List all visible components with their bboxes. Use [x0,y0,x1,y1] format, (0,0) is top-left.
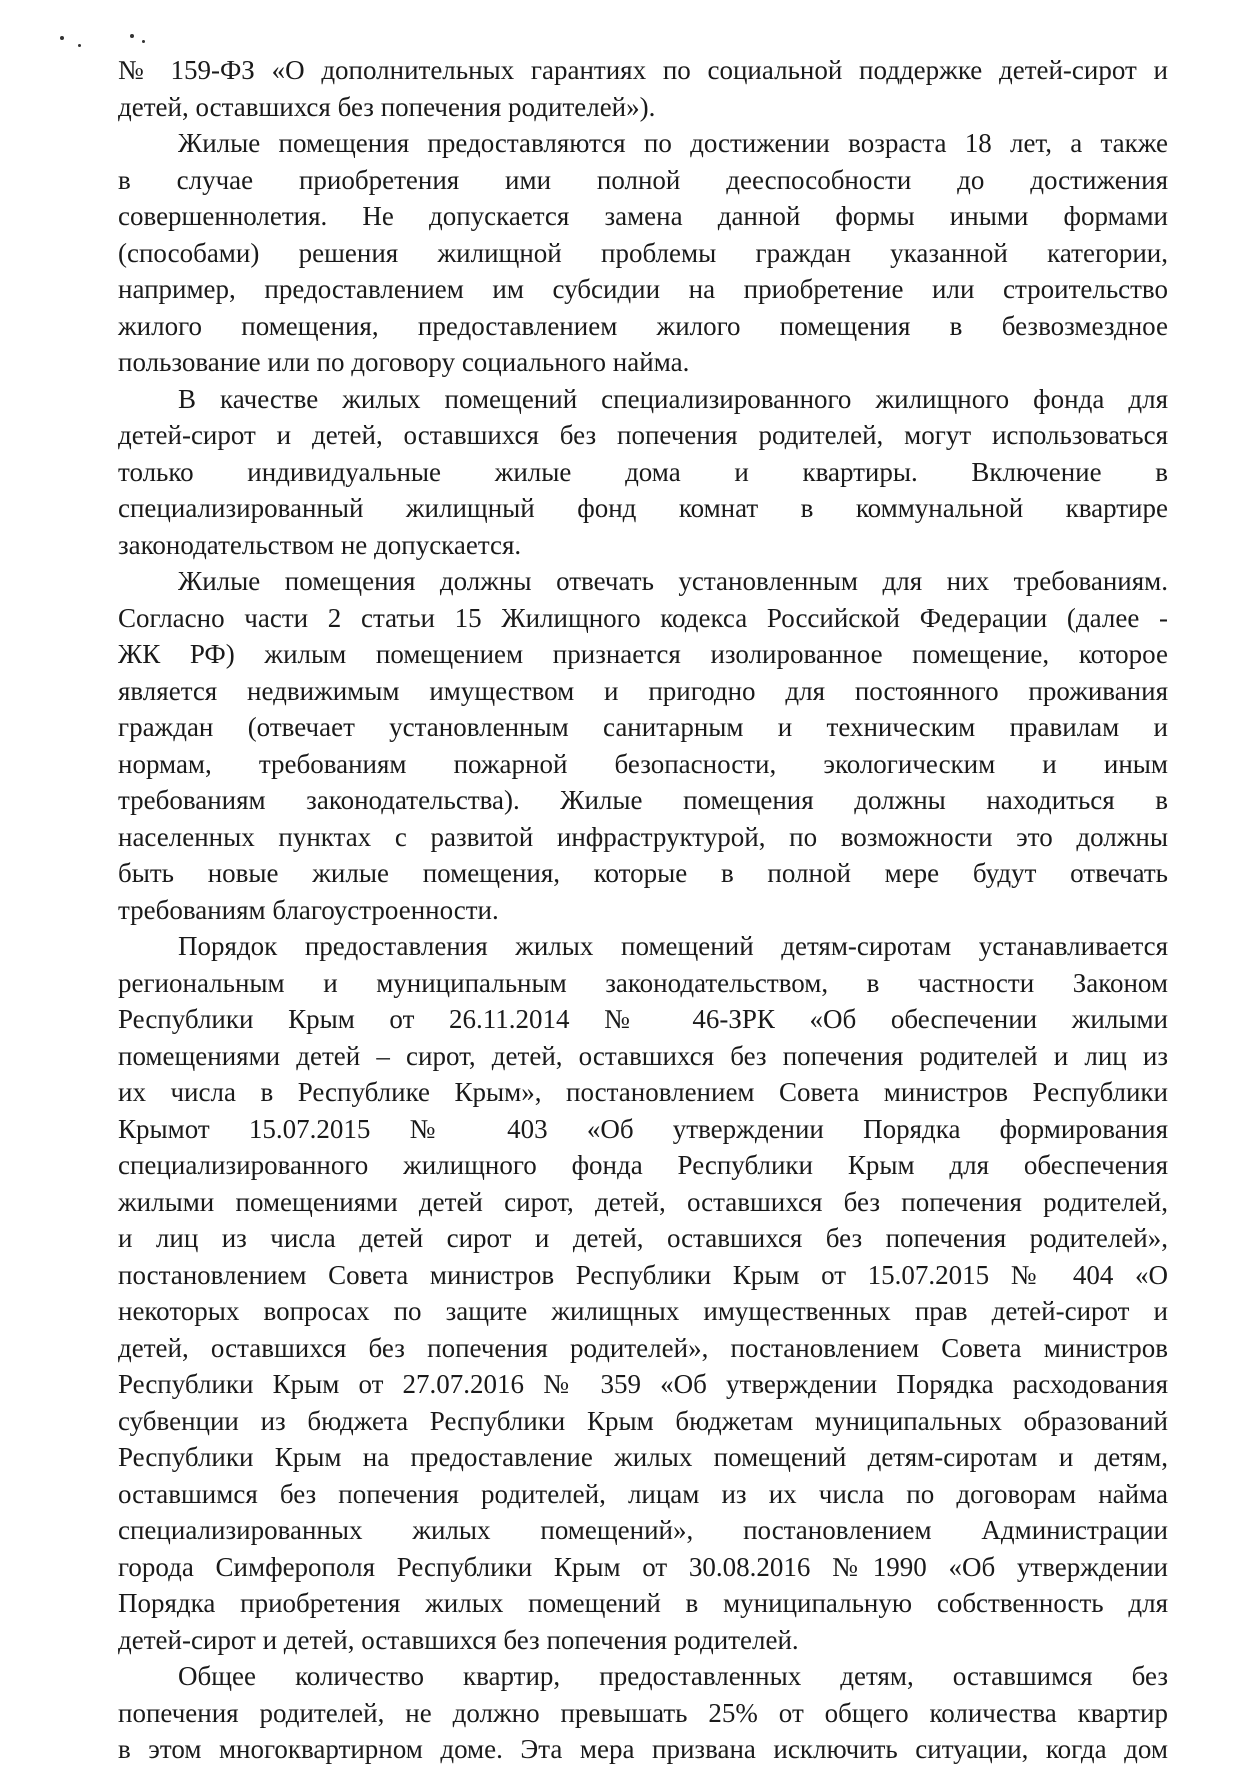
text-line: законодательством не допускается. [118,529,522,560]
text-line: быть новые жилые помещения, которые в полной мере будут отвечать [118,858,1168,888]
text-line: специализированного жилищного фонда Республики Крым для обеспечения [118,1150,1168,1180]
text-line: специализированный жилищный фонд комнат в коммунальной квартире [118,493,1168,523]
text-line: Республики Крым от 27.07.2016 № 359 «Об утверждении Порядка расходования [118,1369,1168,1399]
text-line: жилыми помещениями детей сирот, детей, оставшихся без попечения родителей, [118,1186,1168,1217]
text-line: пользование или по договору социального найма. [118,347,690,377]
text-line: населенных пунктах с развитой инфраструктурой, по возможности это должны [118,821,1168,852]
text-line: и лиц из числа детей сирот и детей, оставшихся без попечения родителей», [118,1223,1168,1253]
paragraph [118,52,1168,125]
text-line: помещениями детей – сирот, детей, оставшихся без попечения родителей и лиц из [118,1040,1168,1071]
text-line: (способами) решения жилищной проблемы граждан указанной категории, [118,237,1168,268]
scan-speck [142,40,145,43]
text-line: Общее количество квартир, предоставленных детям, оставшимся без [178,1661,1168,1691]
text-line: детей, оставшихся без попечения родителей»). [118,91,656,122]
text-line: попечения родителей, не должно превышать 25% от общего количества квартир [118,1697,1168,1728]
text-line: Республики Крым от 26.11.2014 № 46-ЗРК «Об обеспечении жилыми [118,1004,1168,1034]
text-line: Крымот 15.07.2015 № 403 «Об утверждении Порядка формирования [118,1113,1168,1144]
text-line: Жилые помещения предоставляются по достижении возраста 18 лет, а также [178,128,1168,158]
text-line: города Симферополя Республики Крым от 30.08.2016 №1990 «Об утверждении [118,1551,1168,1582]
text-line: в случае приобретения ими полной дееспособности до достижения [118,164,1168,195]
text-line: в этом многоквартирном доме. Эта мера призвана исключить ситуации, когда дом [118,1734,1168,1764]
text-line: нормам, требованиям пожарной безопасности, экологическим и иным [118,748,1168,779]
paragraph [118,563,1168,928]
text-line: требованиям благоустроенности. [118,894,499,925]
paragraph [118,381,1168,564]
text-line: граждан (отвечает установленным санитарным и техническим правилам и [118,712,1168,742]
text-line: Порядка приобретения жилых помещений в муниципальную собственность для [118,1588,1168,1618]
text-line: детей-сирот и детей, оставшихся без попечения родителей, могут использоваться [118,420,1168,450]
text-line: некоторых вопросах по защите жилищных имущественных прав детей-сирот и [118,1296,1168,1326]
scan-speck [60,36,64,40]
paragraph [118,125,1168,381]
text-line: Согласно части 2 статьи 15 Жилищного кодекса Российской Федерации (далее - [118,602,1168,633]
text-line: только индивидуальные жилые дома и квартиры. Включение в [118,456,1168,487]
text-line: например, предоставлением им субсидии на приобретение или строительство [118,274,1168,304]
text-line: Республики Крым на предоставление жилых помещений детям-сиротам и детям, [118,1442,1168,1472]
text-line: ЖК РФ) жилым помещением признается изолированное помещение, которое [118,639,1168,669]
text-line: специализированных жилых помещений», постановлением Администрации [118,1515,1168,1545]
text-line: требованиям законодательства). Жилые помещения должны находиться в [118,785,1168,815]
text-line: совершеннолетия. Не допускается замена данной формы иными формами [118,201,1168,231]
text-line: субвенции из бюджета Республики Крым бюджетам муниципальных образований [118,1405,1168,1436]
paragraph [118,1658,1168,1768]
text-line: региональным и муниципальным законодательством, в частности Законом [118,967,1168,998]
text-line: постановлением Совета министров Республики Крым от 15.07.2015 № 404 «О [118,1259,1168,1290]
text-line: детей-сирот и детей, оставшихся без попечения родителей. [118,1624,799,1655]
text-line: В качестве жилых помещений специализированного жилищного фонда для [178,383,1168,414]
text-line: Жилые помещения должны отвечать установленным для них требованиям. [178,566,1168,596]
text-line: является недвижимым имуществом и пригодно для постоянного проживания [118,675,1168,706]
text-line: Порядок предоставления жилых помещений детям-сиротам устанавливается [178,931,1168,961]
document-page [118,52,1168,1768]
scan-speck [78,44,81,47]
scan-speck [130,34,134,38]
text-line: детей, оставшихся без попечения родителей», постановлением Совета министров [118,1332,1168,1363]
text-line: жилого помещения, предоставлением жилого помещения в безвозмездное [118,310,1168,341]
text-line: № 159-ФЗ «О дополнительных гарантиях по социальной поддержке детей-сирот и [118,55,1168,85]
text-line: оставшимся без попечения родителей, лицам из их числа по договорам найма [118,1478,1168,1509]
text-line: их числа в Республике Крым», постановлением Совета министров Республики [118,1077,1168,1107]
paragraph [118,928,1168,1658]
